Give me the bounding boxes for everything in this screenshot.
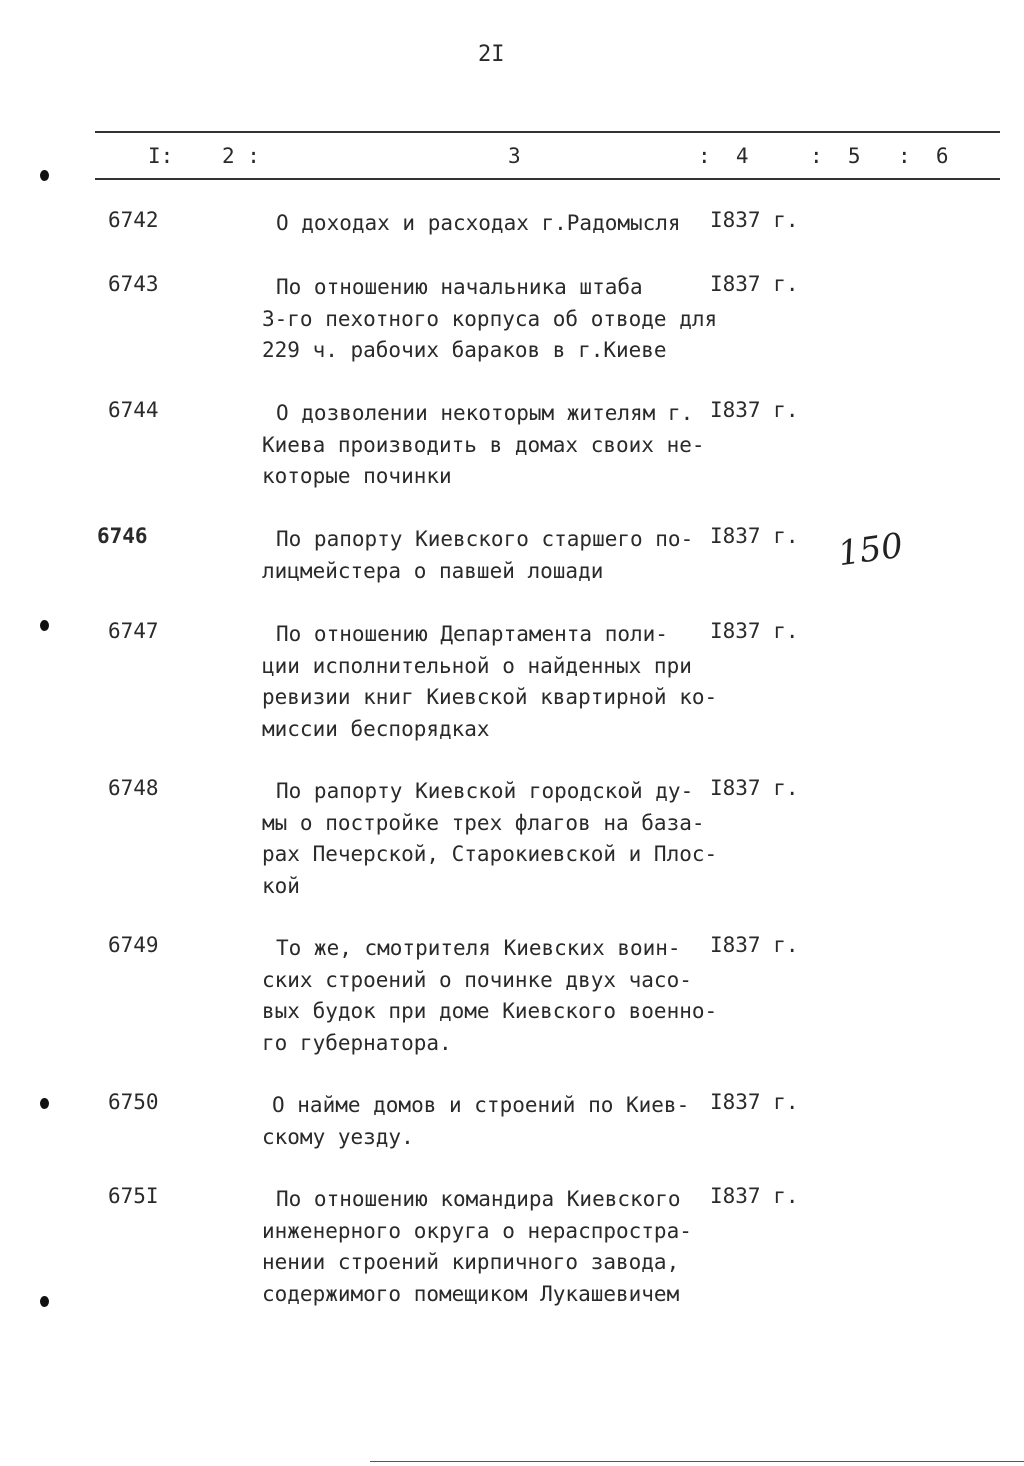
description-line: О дозволении некоторым жителям г. bbox=[276, 401, 694, 425]
entry-number: 6749 bbox=[108, 933, 159, 957]
entry-description bbox=[262, 1090, 702, 1153]
description-line: миссии беспорядках bbox=[262, 716, 490, 741]
entry-year: I837 г. bbox=[710, 272, 799, 296]
punch-hole bbox=[40, 1098, 49, 1109]
description-line: То же, смотрителя Киевских воин- bbox=[276, 936, 681, 960]
entry-number: 6746 bbox=[97, 524, 148, 548]
description-line: ских строений о починке двух часо- bbox=[262, 967, 692, 992]
entry-number: 6743 bbox=[108, 272, 159, 296]
entry-description bbox=[262, 1184, 702, 1310]
description-line: нении строений кирпичного завода, bbox=[262, 1250, 680, 1274]
entry-number: 6750 bbox=[108, 1090, 159, 1114]
entry-year: I837 г. bbox=[710, 524, 799, 548]
handwritten-mark: 150 bbox=[835, 525, 906, 575]
column-header-2: 2 : bbox=[222, 144, 260, 168]
header-rule-top bbox=[95, 131, 1000, 133]
description-line: По рапорту Киевского старшего по- bbox=[276, 527, 694, 551]
description-line: О найме домов и строений по Киев- bbox=[272, 1093, 690, 1117]
punch-hole bbox=[40, 620, 49, 631]
description-line: По рапорту Киевской городской ду- bbox=[276, 779, 694, 803]
entry-year: I837 г. bbox=[710, 208, 799, 232]
description-line: вых будок при доме Киевского военно- bbox=[262, 999, 718, 1023]
description-line: лицмейстера о павшей лошади bbox=[262, 558, 604, 583]
description-line: ции исполнительной о найденных при bbox=[262, 653, 692, 678]
description-line: Киева производить в домах своих не- bbox=[262, 432, 705, 457]
description-line: По отношению Департамента поли- bbox=[276, 622, 668, 646]
entry-number: 6742 bbox=[108, 208, 159, 232]
column-header-6: : 6 bbox=[898, 144, 949, 168]
entry-description bbox=[262, 933, 718, 1059]
entry-description bbox=[262, 398, 705, 493]
entry-number: 6747 bbox=[108, 619, 159, 643]
entry-year: I837 г. bbox=[710, 398, 799, 422]
entry-year: I837 г. bbox=[710, 1184, 799, 1208]
description-line: По отношению командира Киевского bbox=[276, 1187, 681, 1211]
description-line: скому уезду. bbox=[262, 1124, 414, 1149]
description-line: го губернатора. bbox=[262, 1030, 452, 1055]
footer-rule bbox=[370, 1461, 1024, 1462]
entry-description bbox=[262, 272, 718, 367]
entry-description bbox=[262, 619, 718, 745]
description-line: инженерного округа о нераспростра- bbox=[262, 1218, 692, 1243]
description-line: рах Печерской, Старокиевской и Плос- bbox=[262, 842, 718, 866]
entry-number: 675I bbox=[108, 1184, 159, 1208]
page-number: 2I bbox=[478, 42, 505, 67]
description-line: мы о постройке трех флагов на база- bbox=[262, 810, 705, 835]
column-header-5: : 5 bbox=[810, 144, 861, 168]
description-line: кой bbox=[262, 873, 300, 898]
entry-description bbox=[262, 208, 702, 240]
entry-year: I837 г. bbox=[710, 1090, 799, 1114]
column-header-1: I: bbox=[148, 144, 174, 168]
description-line: которые починки bbox=[262, 464, 452, 488]
description-line: О доходах и расходах г.Радомысля bbox=[276, 211, 681, 235]
entry-number: 6748 bbox=[108, 776, 159, 800]
entry-description bbox=[262, 524, 702, 587]
entry-year: I837 г. bbox=[710, 619, 799, 643]
column-header-4: : 4 bbox=[698, 144, 749, 168]
description-line: 229 ч. рабочих бараков в г.Киеве bbox=[262, 338, 667, 362]
entry-description bbox=[262, 776, 718, 902]
entry-year: I837 г. bbox=[710, 933, 799, 957]
entry-year: I837 г. bbox=[710, 776, 799, 800]
description-line: ревизии книг Киевской квартирной ко- bbox=[262, 685, 718, 709]
punch-hole bbox=[40, 170, 49, 181]
punch-hole bbox=[40, 1296, 49, 1307]
entry-number: 6744 bbox=[108, 398, 159, 422]
description-line: содержимого помещиком Лукашевичем bbox=[262, 1281, 680, 1306]
description-line: По отношению начальника штаба bbox=[276, 275, 643, 299]
description-line: 3-го пехотного корпуса об отводе для bbox=[262, 306, 718, 331]
header-rule-bottom bbox=[95, 178, 1000, 180]
column-header-3: 3 bbox=[508, 144, 521, 168]
